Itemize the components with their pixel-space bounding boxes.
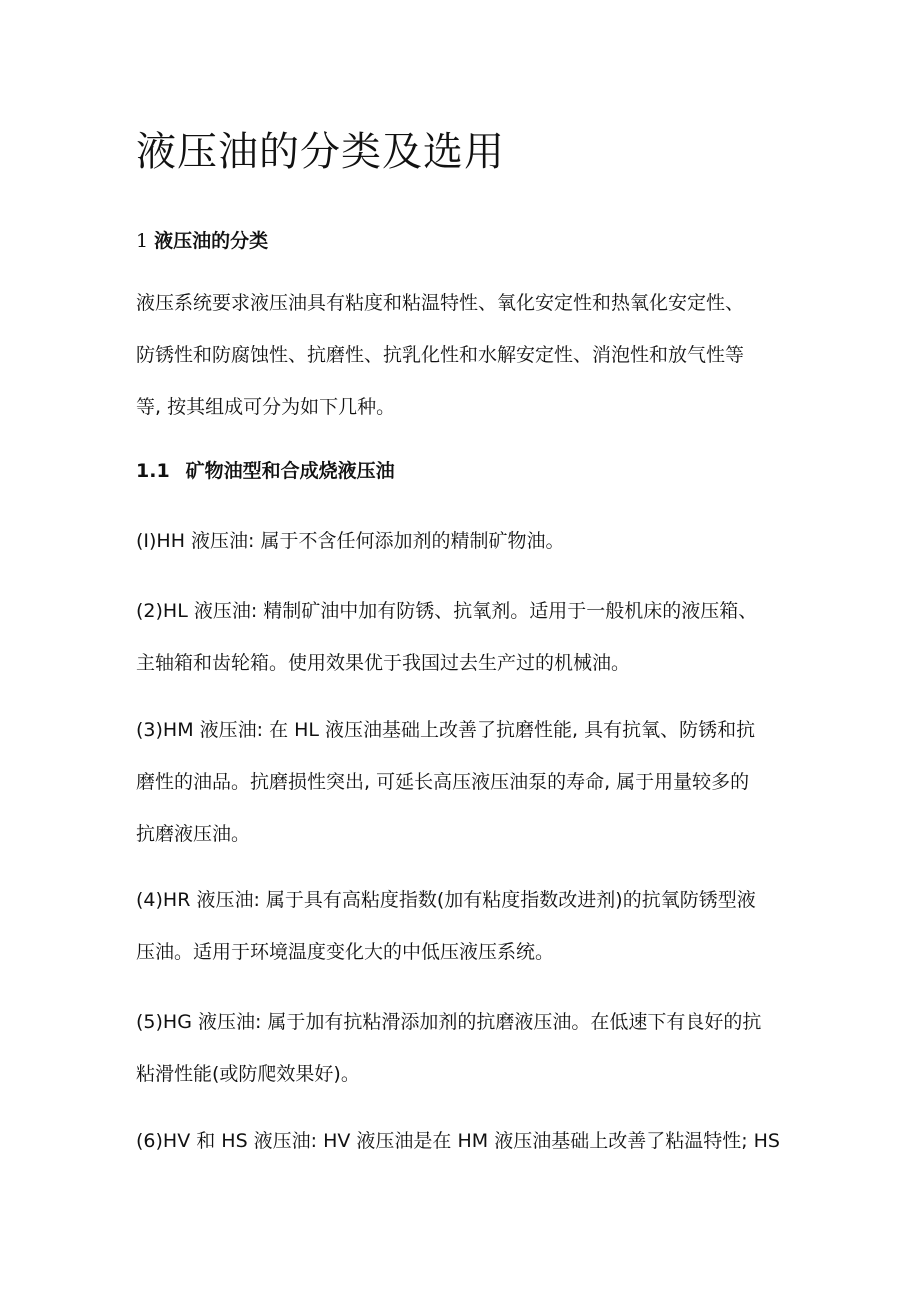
subsection-heading-text: 矿物油型和合成烧液压油 [185,460,395,482]
paragraph-line: 磨性的油品。抗磨损性突出, 可延长高压液压油泵的寿命, 属于用量较多的 [136,771,750,793]
list-item-hv-hs [136,1115,796,1167]
paragraph-line: (4)HR 液压油: 属于具有高粘度指数(加有粘度指数改进剂)的抗氧防锈型液 [136,889,756,911]
paragraph-line: 主轴箱和齿轮箱。使用效果优于我国过去生产过的机械油。 [136,652,631,674]
subsection-number: 1.1 [136,460,170,482]
paragraph-line: 粘滑性能(或防爬效果好)。 [136,1063,360,1085]
paragraph-line: (I)HH 液压油: 属于不含任何添加剂的精制矿物油。 [136,530,565,552]
paragraph-line: (3)HM 液压油: 在 HL 液压油基础上改善了抗磨性能, 具有抗氧、防锈和抗 [136,719,756,741]
section-heading-1 [136,226,268,256]
section-number: 1 [136,230,149,252]
section-heading-text: 液压油的分类 [154,230,269,252]
list-item-hr [136,874,796,978]
list-item-hg [136,996,796,1100]
intro-paragraph [136,277,796,433]
paragraph-line: 防锈性和防腐蚀性、抗磨性、抗乳化性和水解安定性、消泡性和放气性等 [136,344,745,366]
paragraph-line: 抗磨液压油。 [136,823,251,845]
paragraph-line: 液压系统要求液压油具有粘度和粘温特性、氧化安定性和热氧化安定性、 [136,292,745,314]
list-item-hh [136,515,796,567]
paragraph-line: 等, 按其组成可分为如下几种。 [136,396,396,418]
list-item-hl [136,585,796,689]
paragraph-line: (2)HL 液压油: 精制矿油中加有防锈、抗氧剂。适用于一般机床的液压箱、 [136,600,758,622]
page-title: 液压油的分类及选用 [136,129,505,175]
paragraph-line: (5)HG 液压油: 属于加有抗粘滑添加剂的抗磨液压油。在低速下有良好的抗 [136,1011,762,1033]
paragraph-line: (6)HV 和 HS 液压油: HV 液压油是在 HM 液压油基础上改善了粘温特性; HS [136,1130,780,1152]
list-item-hm [136,704,796,860]
paragraph-line: 压油。适用于环境温度变化大的中低压液压系统。 [136,941,555,963]
section-heading-1-1 [136,445,395,497]
